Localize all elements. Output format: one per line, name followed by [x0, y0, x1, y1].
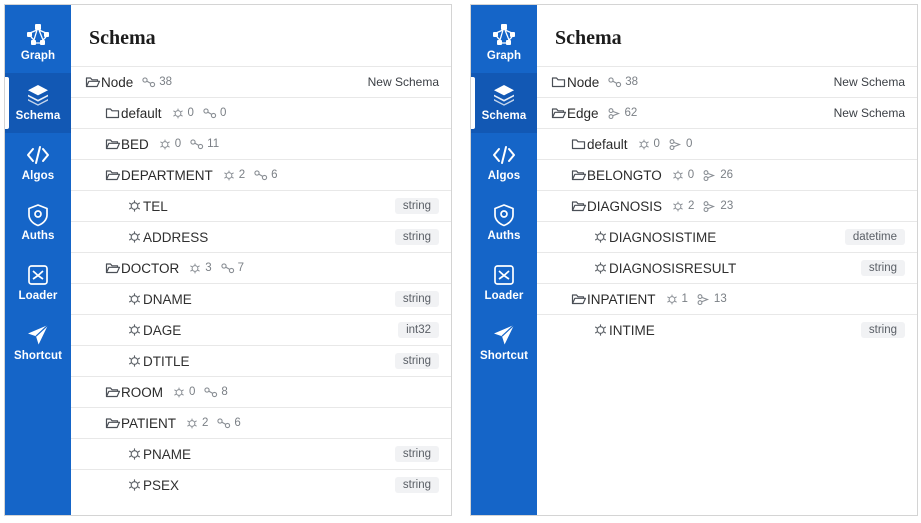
schema-row[interactable] [71, 97, 451, 128]
schema-row[interactable] [71, 66, 451, 97]
sidebar-item-label: Loader [484, 290, 524, 302]
schema-row-counts [608, 107, 638, 120]
count-value: 2 [202, 417, 209, 429]
schema-row[interactable] [537, 97, 917, 128]
graph-icon [492, 23, 516, 47]
node-icon [608, 76, 622, 89]
sidebar-item-label: Auths [487, 230, 521, 242]
property-row[interactable] [537, 221, 917, 252]
schema-row-counts [608, 76, 638, 89]
node-icon [204, 386, 218, 399]
property-row[interactable] [537, 314, 917, 345]
schema-row[interactable] [71, 252, 451, 283]
schema-row-counts [637, 138, 693, 151]
sidebar-item-schema[interactable] [5, 73, 71, 133]
shield-icon [26, 203, 50, 227]
schema-row-label: TEL [143, 198, 168, 214]
sidebar-item-label: Algos [21, 170, 55, 182]
prop-icon [171, 107, 185, 120]
sidebar-item-graph[interactable] [471, 13, 537, 73]
shield-icon [492, 203, 516, 227]
schema-row-label: DEPARTMENT [121, 167, 213, 183]
property-row[interactable] [71, 345, 451, 376]
schema-content [71, 5, 451, 515]
schema-row-label: BELONGTO [587, 167, 662, 183]
schema-row-counts [665, 293, 727, 306]
count-value: 0 [653, 138, 660, 150]
schema-row-counts [222, 169, 278, 182]
schema-row-label: ROOM [121, 384, 163, 400]
property-icon[interactable] [593, 261, 609, 275]
count-value: 0 [189, 386, 196, 398]
graph-icon [26, 23, 50, 47]
loader-icon [26, 263, 50, 287]
folder-open-icon[interactable] [571, 168, 587, 182]
schema-row[interactable] [71, 376, 451, 407]
schema-row-label: INPATIENT [587, 291, 656, 307]
schema-row-label: default [587, 136, 628, 152]
schema-row-label: DIAGNOSIS [587, 198, 663, 214]
schema-row-counts [185, 417, 241, 430]
schema-row-counts [188, 262, 244, 275]
schema-row-label: default [121, 105, 162, 121]
folder-open-icon[interactable] [105, 261, 121, 275]
count-edge-icon [697, 293, 727, 306]
count-value: 13 [713, 293, 727, 305]
prop-icon [172, 386, 186, 399]
node-icon [221, 262, 235, 275]
node-icon [203, 107, 217, 120]
schema-tree [537, 66, 917, 515]
schema-row-label: INTIME [609, 322, 655, 338]
schema-row-label: BED [121, 136, 149, 152]
sidebar-item-label: Shortcut [13, 350, 63, 362]
count-value: 1 [681, 293, 688, 305]
schema-row-label: Edge [567, 105, 599, 121]
count-prop-icon [172, 386, 195, 399]
edge-icon [703, 200, 717, 213]
count-edge-icon [608, 107, 638, 120]
property-row[interactable] [71, 469, 451, 500]
sidebar-item-label: Schema [481, 110, 527, 122]
schema-row[interactable] [537, 283, 917, 314]
sidebar-item-auths[interactable] [5, 193, 71, 253]
count-prop-icon [671, 169, 694, 182]
count-prop-icon [188, 262, 211, 275]
count-prop-icon [637, 138, 660, 151]
property-icon[interactable] [127, 354, 143, 368]
node-icon [254, 169, 268, 182]
new-schema-button[interactable]: New Schema [367, 75, 439, 89]
count-prop-icon [671, 200, 694, 213]
sidebar-item-algos[interactable] [5, 133, 71, 193]
new-schema-button[interactable]: New Schema [833, 75, 905, 89]
prop-icon [158, 138, 172, 151]
schema-row-label: DIAGNOSISTIME [609, 229, 717, 245]
count-value: 23 [720, 200, 734, 212]
count-node-icon [203, 107, 226, 120]
count-value: 2 [238, 169, 246, 181]
property-type-tag: datetime [845, 229, 905, 245]
schema-row-label: PATIENT [121, 415, 177, 431]
schema-row-label: DIAGNOSISRESULT [609, 260, 737, 276]
count-prop-icon [158, 138, 181, 151]
edge-icon [703, 169, 717, 182]
sidebar-item-schema[interactable] [471, 73, 537, 133]
schema-row[interactable] [71, 128, 451, 159]
property-row[interactable] [71, 314, 451, 345]
node-icon [190, 138, 204, 151]
count-node-icon [190, 138, 219, 151]
sidebar-item-label: Shortcut [479, 350, 529, 362]
property-row[interactable] [537, 252, 917, 283]
shortcut-icon [492, 323, 516, 347]
count-prop-icon [665, 293, 688, 306]
schema-panel-edge [470, 4, 918, 516]
node-icon [217, 417, 231, 430]
property-icon[interactable] [127, 447, 143, 461]
count-node-icon [204, 386, 227, 399]
code-icon [492, 143, 516, 167]
count-prop-icon [171, 107, 194, 120]
count-value: 3 [205, 262, 212, 274]
prop-icon [222, 169, 236, 182]
count-value: 0 [219, 107, 227, 119]
count-value: 2 [688, 200, 695, 212]
property-row[interactable] [71, 438, 451, 469]
property-icon[interactable] [593, 323, 609, 337]
count-value: 62 [624, 107, 638, 119]
sidebar-item-graph[interactable] [5, 13, 71, 73]
count-node-icon [608, 76, 638, 89]
count-value: 0 [687, 169, 695, 181]
schema-row[interactable] [537, 128, 917, 159]
sidebar [5, 5, 71, 515]
count-value: 6 [271, 169, 278, 181]
count-node-icon [254, 169, 277, 182]
schema-panel-node [4, 4, 452, 516]
sidebar-item-loader[interactable] [471, 253, 537, 313]
page-title: Schema [89, 27, 156, 49]
folder-icon[interactable] [551, 75, 567, 89]
prop-icon [671, 169, 685, 182]
count-value: 0 [174, 138, 182, 150]
property-type-tag: string [861, 322, 905, 338]
property-row[interactable] [71, 190, 451, 221]
node-icon [142, 76, 156, 89]
property-type-tag: int32 [398, 322, 439, 338]
schema-row[interactable] [71, 159, 451, 190]
property-icon[interactable] [127, 230, 143, 244]
schema-row-label: PNAME [143, 446, 192, 462]
schema-row-label: DOCTOR [121, 260, 180, 276]
property-type-tag: string [395, 353, 439, 369]
sidebar-item-loader[interactable] [5, 253, 71, 313]
count-prop-icon [185, 417, 208, 430]
count-value: 7 [237, 262, 245, 274]
count-value: 11 [207, 138, 220, 150]
count-edge-icon [703, 169, 733, 182]
count-edge-icon [703, 200, 733, 213]
property-icon[interactable] [593, 230, 609, 244]
property-type-tag: string [395, 229, 439, 245]
prop-icon [671, 200, 685, 213]
property-type-tag: string [395, 291, 439, 307]
property-row[interactable] [71, 283, 451, 314]
schema-row-counts [171, 107, 227, 120]
property-type-tag: string [861, 260, 905, 276]
count-prop-icon [222, 169, 245, 182]
sidebar [471, 5, 537, 515]
count-value: 0 [685, 138, 693, 150]
shortcut-icon [26, 323, 50, 347]
property-row[interactable] [71, 221, 451, 252]
count-value: 38 [159, 76, 173, 88]
property-icon[interactable] [127, 292, 143, 306]
edge-icon [669, 138, 683, 151]
schema-row-label: Node [567, 74, 600, 90]
count-node-icon [142, 76, 172, 89]
schema-row[interactable] [537, 190, 917, 221]
schema-row-counts [172, 386, 228, 399]
layers-icon [492, 83, 516, 107]
property-icon[interactable] [127, 323, 143, 337]
schema-row-label: ADDRESS [143, 229, 209, 245]
schema-row[interactable] [71, 407, 451, 438]
page-title: Schema [555, 27, 622, 49]
count-edge-icon [669, 138, 692, 151]
count-node-icon [221, 262, 244, 275]
schema-row-counts [671, 169, 733, 182]
schema-row-counts [671, 200, 733, 213]
schema-row-label: DTITLE [143, 353, 190, 369]
count-value: 6 [234, 417, 241, 429]
folder-open-icon[interactable] [551, 106, 567, 120]
prop-icon [637, 138, 651, 151]
sidebar-item-label: Graph [20, 50, 56, 62]
count-value: 8 [221, 386, 228, 398]
folder-open-icon[interactable] [105, 416, 121, 430]
schema-row[interactable] [537, 159, 917, 190]
schema-row-label: DAGE [143, 322, 182, 338]
prop-icon [185, 417, 199, 430]
schema-content [537, 5, 917, 515]
edge-icon [697, 293, 711, 306]
sidebar-item-algos[interactable] [471, 133, 537, 193]
folder-open-icon[interactable] [571, 199, 587, 213]
count-value: 26 [720, 169, 733, 181]
folder-open-icon[interactable] [105, 168, 121, 182]
schema-row-label: DNAME [143, 291, 192, 307]
edge-icon [608, 107, 622, 120]
sidebar-item-shortcut[interactable] [5, 313, 71, 373]
count-value: 38 [625, 76, 639, 88]
schema-row-label: Node [101, 74, 134, 90]
folder-open-icon[interactable] [105, 385, 121, 399]
sidebar-item-label: Schema [15, 110, 61, 122]
folder-icon[interactable] [571, 137, 587, 151]
prop-icon [665, 293, 679, 306]
prop-icon [188, 262, 202, 275]
schema-row-counts [142, 76, 172, 89]
sidebar-item-label: Algos [487, 170, 521, 182]
schema-row-counts [158, 138, 219, 151]
folder-open-icon[interactable] [571, 292, 587, 306]
count-value: 0 [187, 107, 194, 119]
property-type-tag: string [395, 477, 439, 493]
property-icon[interactable] [127, 199, 143, 213]
property-icon[interactable] [127, 478, 143, 492]
count-node-icon [217, 417, 240, 430]
schema-row-label: PSEX [143, 477, 180, 493]
schema-tree [71, 66, 451, 515]
property-type-tag: string [395, 446, 439, 462]
new-schema-button[interactable]: New Schema [833, 106, 905, 120]
property-type-tag: string [395, 198, 439, 214]
folder-open-icon[interactable] [85, 75, 101, 89]
code-icon [26, 143, 50, 167]
folder-open-icon[interactable] [105, 137, 121, 151]
sidebar-item-shortcut[interactable] [471, 313, 537, 373]
sidebar-item-label: Graph [486, 50, 522, 62]
loader-icon [492, 263, 516, 287]
layers-icon [26, 83, 50, 107]
schema-row[interactable] [537, 66, 917, 97]
sidebar-item-label: Loader [18, 290, 58, 302]
sidebar-item-label: Auths [21, 230, 55, 242]
folder-icon[interactable] [105, 106, 121, 120]
sidebar-item-auths[interactable] [471, 193, 537, 253]
